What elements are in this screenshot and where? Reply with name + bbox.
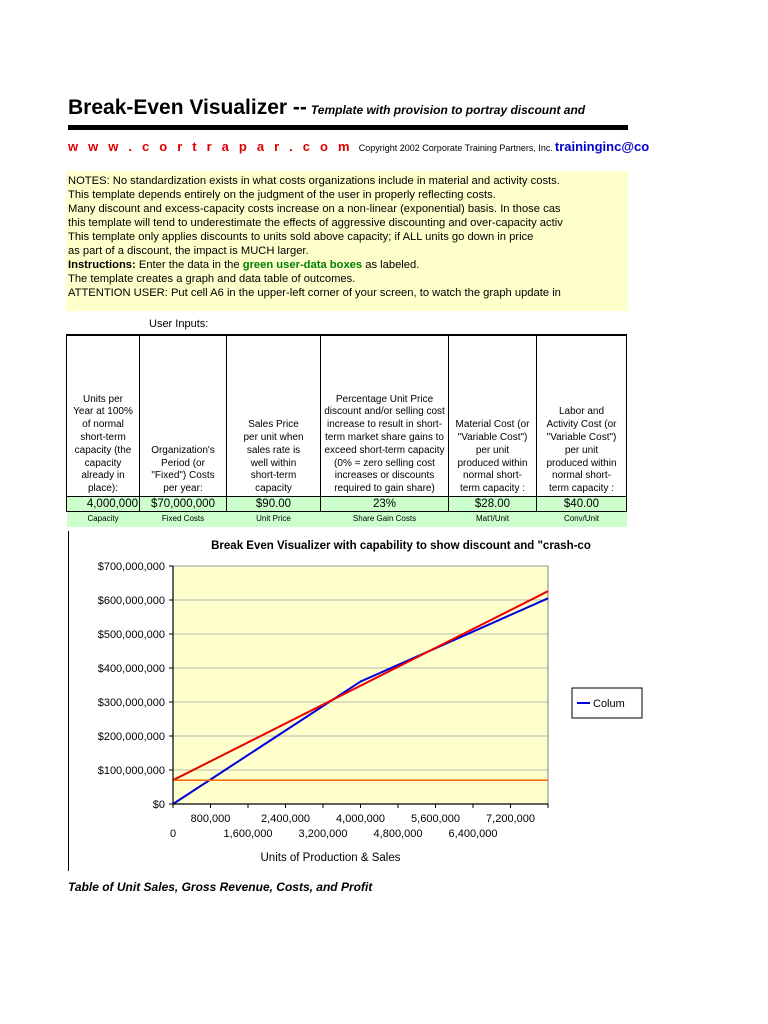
label-material-cost: Mat'l/Unit — [449, 512, 537, 527]
x-tick-label: 1,600,000 — [223, 828, 273, 840]
break-even-chart[interactable] — [68, 531, 629, 871]
header-capacity: Units per Year at 100% of normal short-term capacity (the capacity already in place): — [67, 335, 140, 497]
y-tick-label: $600,000,000 — [97, 595, 165, 607]
x-tick-label: 2,400,000 — [261, 813, 310, 825]
chart-title: Break Even Visualizer with capability to show discount and "crash-co — [211, 540, 591, 552]
header-fixed-costs: Organization's Period (or "Fixed") Costs per year: — [140, 335, 227, 497]
note-line: This template only applies discounts to units sold above capacity; if ALL units go down in price — [68, 231, 534, 243]
y-tick-label: $100,000,000 — [97, 765, 165, 777]
fixed-costs-input[interactable]: $70,000,000 — [140, 497, 227, 512]
note-line: as part of a discount, the impact is MUCH larger. — [68, 245, 309, 257]
title-divider — [68, 125, 628, 130]
y-tick-label: $500,000,000 — [97, 629, 165, 641]
x-tick-label: 800,000 — [190, 813, 231, 825]
header-material-cost: Material Cost (or "Variable Cost") per unit produced within normal short-term capacity : — [449, 335, 537, 497]
share-gain-input[interactable]: 23% — [321, 497, 449, 512]
y-tick-label: $300,000,000 — [97, 697, 165, 709]
x-tick-label: 4,800,000 — [373, 828, 423, 840]
note-line: this template will tend to underestimate the effects of aggressive discounting and over-capacity activ — [68, 217, 563, 229]
notes-box — [66, 171, 628, 311]
page-subtitle: Template with provision to portray discount and — [310, 103, 586, 117]
site-row — [68, 138, 650, 156]
instructions-green-text: green user-data boxes — [242, 259, 363, 271]
header-title-row — [68, 96, 628, 124]
x-axis-label: Units of Production & Sales — [260, 852, 401, 864]
chart-legend — [572, 688, 642, 718]
y-tick-label: $700,000,000 — [97, 561, 165, 573]
instructions-label: Instructions: — [68, 259, 136, 271]
labor-cost-input[interactable]: $40.00 — [537, 497, 627, 512]
label-share-gain: Share Gain Costs — [321, 512, 449, 527]
header-share-gain: Percentage Unit Price discount and/or selling cost increase to result in short-term market share gains to exceed short-term capacity (0% = zero selling cost increases or discounts required to gain share) — [321, 335, 449, 497]
x-tick-label: 6,400,000 — [448, 828, 498, 840]
page-title: Break-Even Visualizer -- — [68, 96, 307, 119]
site-url-link[interactable]: w w w . c o r t r a p a r . c o m — [68, 139, 353, 154]
x-tick-label: 5,600,000 — [411, 813, 460, 825]
capacity-input[interactable]: 4,000,000 — [67, 497, 140, 512]
label-unit-price: Unit Price — [227, 512, 321, 527]
table-caption: Table of Unit Sales, Gross Revenue, Costs, and Profit — [68, 880, 373, 894]
x-tick-label: 0 — [169, 828, 177, 840]
y-tick-label: $0 — [152, 799, 165, 811]
note-line: The template creates a graph and data table of outcomes. — [68, 273, 356, 285]
material-cost-input[interactable]: $28.00 — [449, 497, 537, 512]
note-line: This template depends entirely on the judgment of the user in properly reflecting costs. — [68, 189, 496, 201]
header-labor-cost: Labor and Activity Cost (or "Variable Cost") per unit produced within normal short-term capacity : — [537, 335, 627, 497]
legend-label: Colum — [593, 698, 625, 710]
y-tick-label: $400,000,000 — [97, 663, 165, 675]
unit-price-input[interactable]: $90.00 — [227, 497, 321, 512]
x-tick-label: 4,000,000 — [336, 813, 385, 825]
label-labor-cost: Conv/Unit — [537, 512, 627, 527]
note-line: Many discount and excess-capacity costs increase on a non-linear (exponential) basis. In those cas — [68, 203, 561, 215]
user-inputs-label: User Inputs: — [149, 318, 209, 330]
y-tick-label: $200,000,000 — [97, 731, 165, 743]
note-line: ATTENTION USER: Put cell A6 in the upper-left corner of your screen, to watch the graph update in — [68, 287, 561, 299]
x-tick-label: 3,200,000 — [298, 828, 348, 840]
instructions-text: Enter the data in the — [135, 259, 243, 271]
header-unit-price: Sales Price per unit when sales rate is well within short-term capacity — [227, 335, 321, 497]
note-line: NOTES: No standardization exists in what costs organizations include in material and activity costs. — [68, 175, 560, 187]
instructions-text-end: as labeled. — [362, 259, 420, 271]
x-tick-label: 7,200,000 — [486, 813, 535, 825]
email-link[interactable]: traininginc@co — [554, 139, 650, 154]
copyright-text: Copyright 2002 Corporate Training Partners, Inc. — [358, 143, 553, 153]
user-inputs-table — [66, 334, 627, 527]
chart-canvas — [69, 531, 629, 871]
label-capacity: Capacity — [67, 512, 140, 527]
label-fixed-costs: Fixed Costs — [140, 512, 227, 527]
instructions-line — [68, 259, 419, 272]
